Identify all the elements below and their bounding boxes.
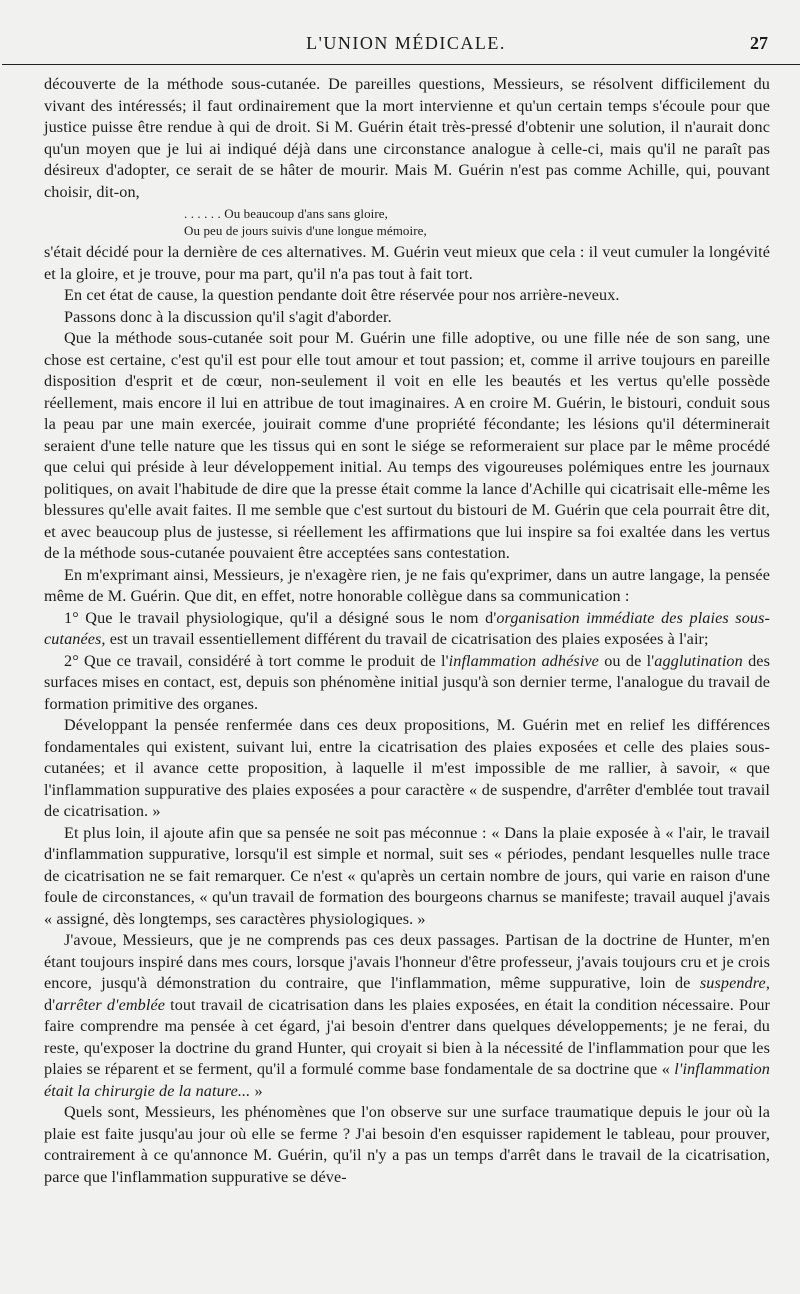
running-title: L'UNION MÉDICALE. (306, 33, 506, 53)
p7-text-a: 1° Que le travail physiologique, qu'il a désigné sous le nom d' (64, 608, 497, 627)
paragraph-3: En cet état de cause, la question pendante doit être réservée pour nos arrière-neveux. (64, 286, 620, 304)
p11-emphasis-2: arrêter d'emblée (55, 995, 166, 1014)
paragraph-10: Et plus loin, il ajoute afin que sa pensée ne soit pas méconnue : « Dans la plaie exposée à « l'air, le travail d'inflammation suppurative, lorsqu'il est simple et normal, suit ses « périodes, pendant lesquelles nulle trace de cicatrisation ne se fait remarquer. Ce n'est « qu'après un certain nombre de jours, qui varie en raison d'une foule de circonstances, « qu'un travail de formation des bourgeons charnus se manifeste; travail auquel j'avais « assigné, dès longtemps, ses caractères physiologiques. » (44, 823, 770, 928)
p7-emphasis: organisation immédiate des plaies sous-cutanées, (44, 608, 770, 648)
paragraph-9: Développant la pensée renfermée dans ces deux propositions, M. Guérin met en relief les différences fondamentales qui existent, suivant lui, entre la cicatrisation des plaies exposées et celle des plaies sous-cutanées; et il avance cette proposition, à laquelle il m'est impossible de me rallier, à savoir, « que l'inflammation suppurative des plaies exposées a pour caractère « de suspendre, d'arrêter d'emblée tout travail de cicatrisation. » (44, 716, 770, 820)
p11-text-d: » (250, 1081, 263, 1100)
p11-text-a: J'avoue, Messieurs, que je ne comprends pas ces deux passages. Partisan de la doctrine de Hunter, m'en étant toujours inspiré dans mes cours, lorsque j'avais l'honneur d'être professeur, j'avais toujours cru et je crois encore, jusqu'à démonstration du contraire, que l'inflammation, même suppurative, loin de (44, 931, 770, 992)
article-body (44, 74, 770, 1188)
paragraph-1: découverte de la méthode sous-cutanée. De pareilles questions, Messieurs, se résolvent difficilement du vivant des intéressés; il faut ordinairement que la mort intervienne et qu'un certain temps s'écoule pour que justice puisse être rendue à qui de droit. Si M. Guérin était très-pressé d'obtenir une solution, il n'aurait donc qu'un moyen que je lui ai indiqué déjà dans une circonstance analogue à celle-ci, mais qu'il ne paraît pas désireux d'adopter, ce serait de se hâter de mourir. Mais M. Guérin n'est pas comme Achille, qui, pouvant choisir, dit-on, (44, 75, 770, 201)
p8-text-b: ou de l' (598, 651, 655, 670)
p8-text-c: des surfaces mises en contact, est, depuis son phénomène initial jusqu'à son dernier terme, l'analogue du travail de formation primitive des organes. (44, 651, 770, 713)
p11-emphasis-3: l'inflammation était la chirurgie de la nature... (44, 1060, 770, 1100)
p11-text-c: tout travail de cicatrisation dans les plaies exposées, en était la condition nécessaire. Pour faire comprendre ma pensée à cet égard, j'ai besoin d'entrer dans quelques développements; je ne ferai, du reste, qu'exposer la doctrine du grand Hunter, qui croyait si bien à la nécessité de l'inflammation pour que les plaies se réparent et se ferment, qu'il a formulé comme base fondamentale de sa doctrine que « (44, 995, 770, 1078)
verse-quotation (184, 205, 770, 239)
p11-text-b: , d' (44, 974, 770, 1014)
paragraph-5: Que la méthode sous-cutanée soit pour M. Guérin une fille adoptive, ou une fille née de son sang, une chose est certaine, c'est qu'il est pour elle tout amour et tout passion; et, comme il arrive toujours en pareille disposition d'esprit et de cœur, non-seulement il voit en elle les beautés et les vertus qu'elle possède réellement, mais encore il lui en attribue de tout imaginaires. A en croire M. Guérin, le bistouri, conduit sous la peau par une main exercée, jouirait comme d'une propriété fécondante; les lésions qu'il déterminerait seraient d'une telle nature que les tissus qui en sont le siége se reformeraient sur place par le même procédé que celui qui préside à leur développement initial. Au temps des vigoureuses polémiques entre les journaux politiques, on avait l'habitude de dire que la presse était comme la lance d'Achille qui cicatrisait elle-même les blessures qu'elle avait faites. Il me semble que c'est surtout du bistouri de M. Guérin que cela pourrait être dit, et avec beaucoup plus de justesse, si réellement les affirmations que lui inspire sa foi exaltée dans les vertus de la méthode sous-cutanée pouvaient être acceptées sans contestation. (44, 329, 770, 562)
p8-text-a: 2° Que ce travail, considéré à tort comme le produit de l' (64, 651, 449, 670)
p7-text-b: est un travail essentiellement différent du travail de cicatrisation des plaies exposées à l'air; (105, 630, 709, 648)
page-number: 27 (750, 33, 768, 53)
p11-emphasis-1: suspendre (699, 974, 766, 992)
p8-emphasis-2: agglutination (654, 651, 743, 670)
header-rule (2, 64, 800, 65)
verse-line-2: Ou peu de jours suivis d'une longue mémoire, (184, 223, 427, 238)
verse-line-1: . . . . . . Ou beaucoup d'ans sans gloire, (184, 206, 389, 221)
paragraph-6: En m'exprimant ainsi, Messieurs, je n'exagère rien, je ne fais qu'exprimer, dans un autre langage, la pensée même de M. Guérin. Que dit, en effet, notre honorable collègue dans sa communication : (44, 565, 770, 605)
paragraph-2: s'était décidé pour la dernière de ces alternatives. M. Guérin veut mieux que cela : il veut cumuler la longévité et la gloire, et je trouve, pour ma part, qu'il n'a pas tout à fait tort. (44, 243, 770, 283)
paragraph-12: Quels sont, Messieurs, les phénomènes que l'on observe sur une surface traumatique depuis le jour où la plaie est faite jusqu'au jour où elle se ferme ? J'ai besoin d'en esquisser rapidement le tableau, pour prouver, contrairement à ce qu'annonce M. Guérin, qu'il n'y a pas un temps d'arrêt dans le travail de la cicatrisation, parce que l'inflammation suppurative se déve- (44, 1103, 770, 1186)
paragraph-4: Passons donc à la discussion qu'il s'agit d'aborder. (64, 307, 392, 326)
page-header (40, 0, 772, 62)
paragraph-8 (44, 651, 770, 716)
p8-emphasis-1: inflammation adhésive (448, 651, 599, 670)
paragraph-11 (44, 930, 770, 1102)
paragraph-7 (44, 608, 770, 651)
